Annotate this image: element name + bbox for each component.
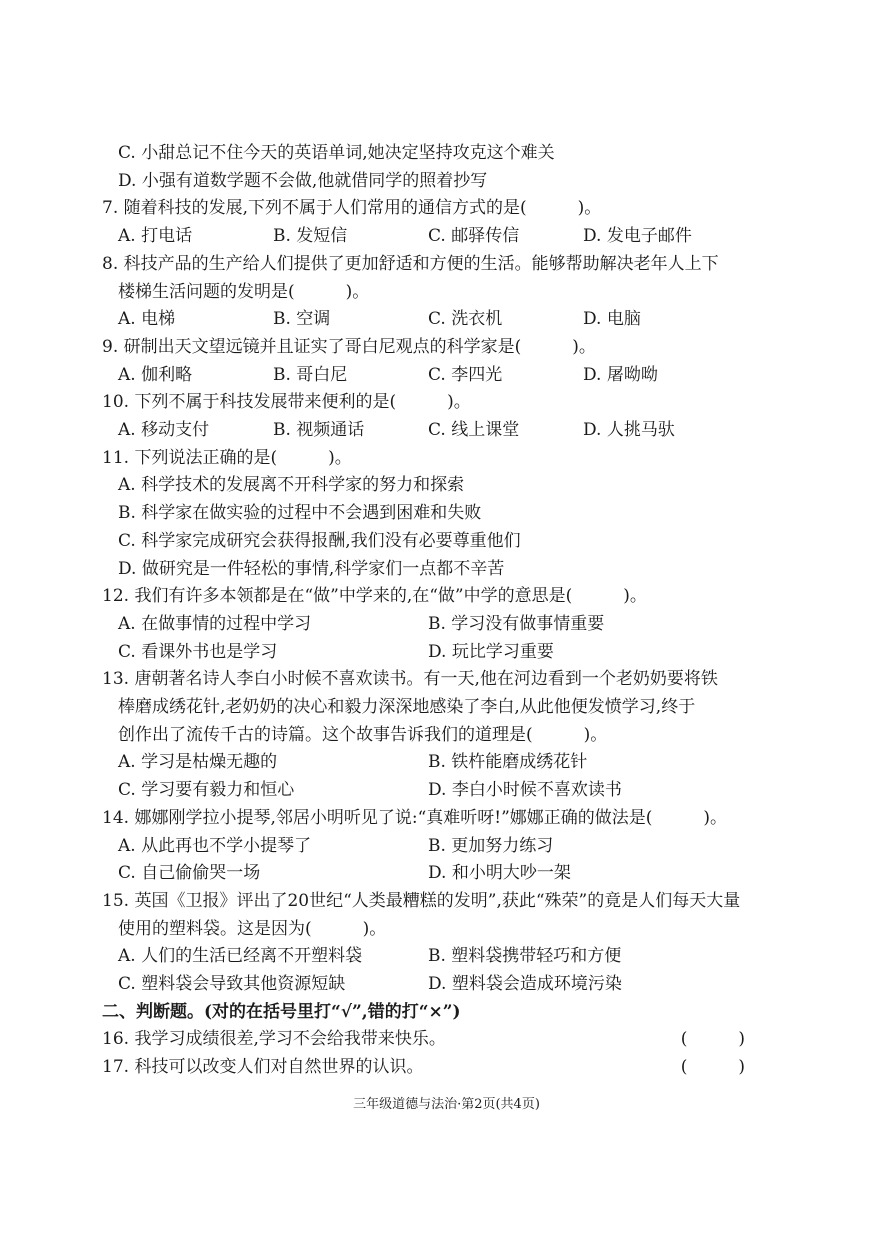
question-line: 10. 下列不属于科技发展带来便利的是( )。 — [102, 392, 471, 413]
option-item: C. 邮驿传信 — [428, 226, 520, 247]
question-line: 7. 随着科技的发展,下列不属于人们常用的通信方式的是( )。 — [102, 198, 602, 219]
option-item: B. 铁杵能磨成绣花针 — [428, 752, 588, 773]
option-item: A. 电梯 — [118, 309, 176, 330]
question-line: 14. 娜娜刚学拉小提琴,邻居小明听见了说:“真难听呀!”娜娜正确的做法是( )。 — [102, 807, 728, 828]
page-footer: 三年级道德与法治·第2页(共4页) — [353, 1097, 540, 1112]
option-item: C. 塑料袋会导致其他资源短缺 — [118, 974, 346, 994]
option-item: D. 人挑马驮 — [583, 420, 675, 440]
option-item: D. 发电子邮件 — [583, 226, 692, 247]
options-row — [102, 970, 745, 998]
option-item: A. 学习是枯燥无趣的 — [118, 752, 278, 773]
options-row — [102, 222, 745, 250]
option-item: C. 学习要有毅力和恒心 — [118, 780, 295, 801]
options-row — [102, 638, 745, 666]
options-row — [102, 748, 745, 776]
option-line: C. 科学家完成研究会获得报酬,我们没有必要尊重他们 — [118, 530, 521, 551]
option-line: A. 科学技术的发展离不开科学家的努力和探索 — [118, 475, 465, 496]
option-item: B. 视频通话 — [273, 420, 365, 440]
option-item: A. 人们的生活已经离不开塑料袋 — [118, 946, 363, 967]
options-row — [102, 942, 745, 970]
option-item: A. 伽利略 — [118, 364, 193, 385]
options-row — [102, 610, 745, 638]
judge-question — [102, 1025, 745, 1053]
option-item: A. 在做事情的过程中学习 — [118, 613, 312, 634]
option-item: B. 哥白尼 — [273, 364, 348, 385]
judge-question — [102, 1053, 745, 1081]
question-continuation: 使用的塑料袋。这是因为( )。 — [118, 918, 387, 939]
option-line: C. 小甜总记不住今天的英语单词,她决定坚持攻克这个难关 — [118, 143, 555, 163]
option-item: A. 从此再也不学小提琴了 — [118, 835, 312, 856]
option-item: A. 移动支付 — [118, 420, 210, 440]
option-item: A. 打电话 — [118, 226, 193, 247]
option-item: D. 屠呦呦 — [583, 364, 658, 385]
options-row — [102, 416, 745, 444]
option-item: B. 塑料袋携带轻巧和方便 — [428, 946, 622, 967]
option-item: B. 更加努力练习 — [428, 835, 554, 856]
option-item: D. 和小明大吵一架 — [428, 863, 571, 884]
option-item: D. 电脑 — [583, 309, 641, 330]
option-item: D. 塑料袋会造成环境污染 — [428, 974, 622, 994]
option-item: C. 李四光 — [428, 364, 503, 385]
options-row — [102, 832, 745, 860]
question-continuation: 创作出了流传千古的诗篇。这个故事告诉我们的道理是( )。 — [118, 724, 608, 745]
option-line: D. 小强有道数学题不会做,他就借同学的照着抄写 — [118, 170, 488, 191]
options-row — [102, 305, 745, 333]
section-heading: 二、判断题。(对的在括号里打“√”,错的打“×”) — [102, 1001, 461, 1022]
options-row — [102, 361, 745, 389]
options-row — [102, 859, 745, 887]
question-line: 11. 下列说法正确的是( )。 — [102, 447, 352, 468]
judge-text: 17. 科技可以改变人们对自然世界的认识。 — [102, 1057, 424, 1078]
question-line: 8. 科技产品的生产给人们提供了更加舒适和方便的生活。能够帮助解决老年人上下 — [102, 253, 719, 274]
question-line: 12. 我们有许多本领都是在“做”中学来的,在“做”中学的意思是( )。 — [102, 586, 647, 607]
option-item: C. 看课外书也是学习 — [118, 641, 278, 662]
option-item: C. 自己偷偷哭一场 — [118, 863, 261, 884]
option-item: B. 学习没有做事情重要 — [428, 613, 605, 634]
options-row — [102, 776, 745, 804]
option-item: D. 李白小时候不喜欢读书 — [428, 780, 622, 801]
option-line: B. 科学家在做实验的过程中不会遇到困难和失败 — [118, 503, 482, 524]
answer-parentheses: ( ) — [680, 1029, 745, 1050]
question-line: 13. 唐朝著名诗人李白小时候不喜欢读书。有一天,他在河边看到一个老奶奶要将铁 — [102, 669, 718, 690]
option-item: C. 线上课堂 — [428, 420, 520, 440]
answer-parentheses: ( ) — [680, 1057, 745, 1078]
question-continuation: 楼梯生活问题的发明是( )。 — [118, 281, 370, 302]
judge-text: 16. 我学习成绩很差,学习不会给我带来快乐。 — [102, 1029, 446, 1050]
option-item: C. 洗衣机 — [428, 309, 503, 330]
option-item: B. 发短信 — [273, 226, 348, 247]
option-line: D. 做研究是一件轻松的事情,科学家们一点都不辛苦 — [118, 558, 505, 579]
option-item: D. 玩比学习重要 — [428, 641, 554, 662]
question-line: 9. 研制出天文望远镜并且证实了哥白尼观点的科学家是( )。 — [102, 336, 596, 357]
question-continuation: 棒磨成绣花针,老奶奶的决心和毅力深深地感染了李白,从此他便发愤学习,终于 — [118, 697, 696, 717]
option-item: B. 空调 — [273, 309, 331, 330]
question-line: 15. 英国《卫报》评出了20世纪“人类最糟糕的发明”,获此“殊荣”的竟是人们每天大量 — [102, 890, 741, 911]
